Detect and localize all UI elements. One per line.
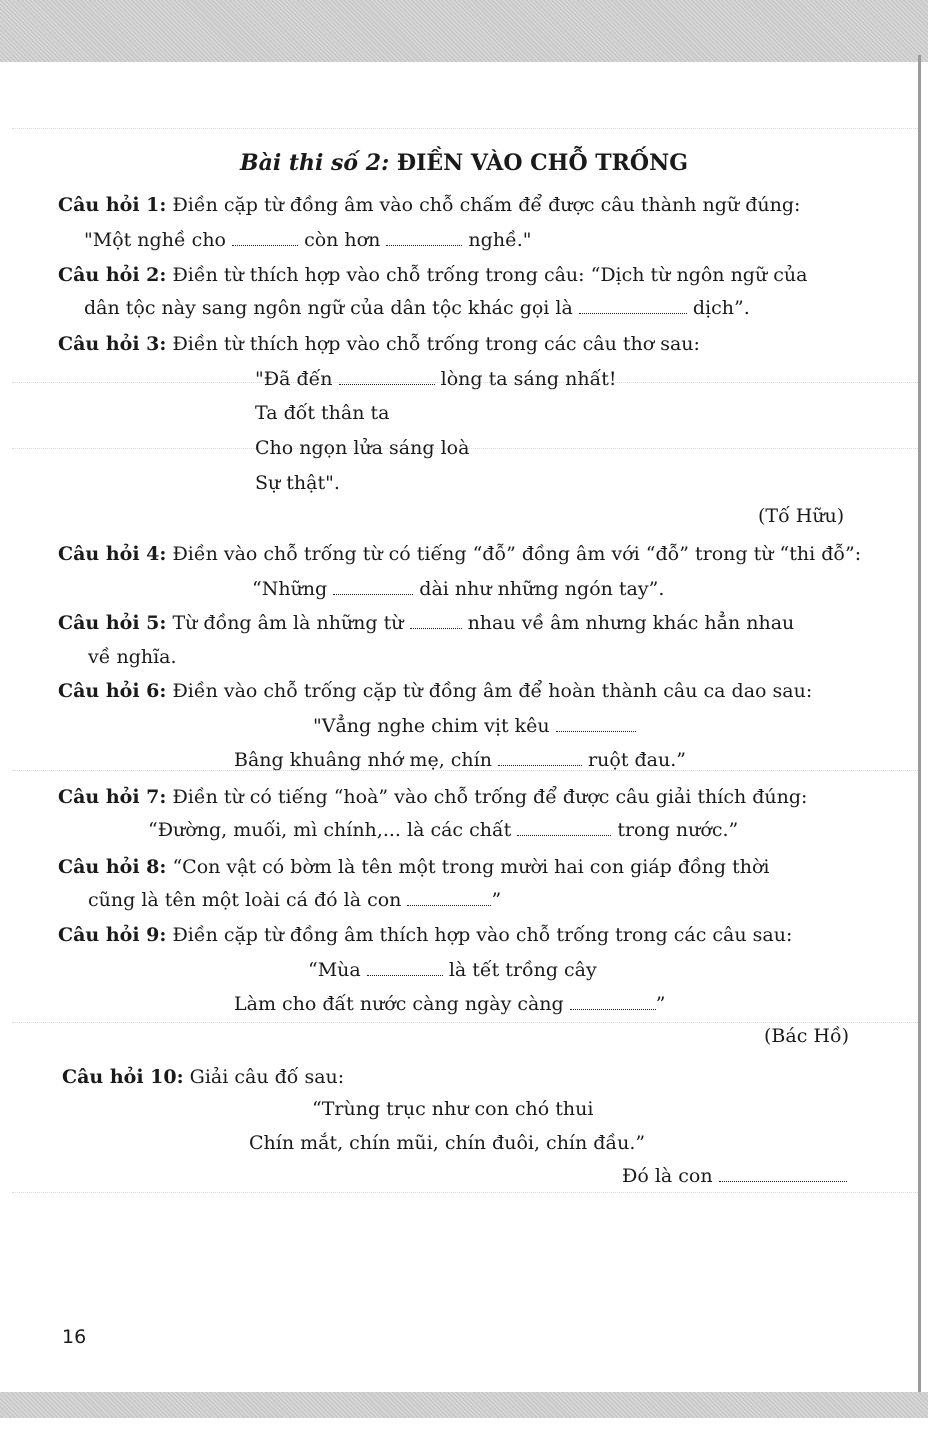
- question-7: [58, 785, 807, 809]
- question-text: Điền cặp từ đồng âm vào chỗ chấm để được câu thành ngữ đúng:: [166, 194, 801, 216]
- blank-dots: [386, 230, 462, 246]
- question-1-sentence: [84, 228, 532, 252]
- title-italic: Bài thi số 2:: [240, 150, 390, 176]
- question-7-sentence: [148, 818, 738, 842]
- question-text: Điền cặp từ đồng âm thích hợp vào chỗ trống trong các câu sau:: [166, 924, 793, 946]
- question-3: [58, 332, 700, 356]
- sentence-part: dân tộc này sang ngôn ngữ của dân tộc khác gọi là: [84, 297, 579, 319]
- riddle-line: “Trùng trục như con chó thui: [312, 1098, 594, 1120]
- blank-dots: [498, 750, 582, 766]
- question-5: [58, 611, 794, 635]
- sentence-part: Bâng khuâng nhớ mẹ, chín: [234, 749, 499, 771]
- question-5-line2: về nghĩa.: [88, 646, 177, 668]
- sentence-part: ”: [491, 889, 502, 911]
- sentence-part: ruột đau.”: [582, 749, 686, 771]
- question-text: Điền vào chỗ trống cặp từ đồng âm để hoàn thành câu ca dao sau:: [166, 680, 813, 702]
- blank-dots: [232, 230, 298, 246]
- poem-line: Sự thật".: [255, 472, 340, 494]
- question-text: Điền từ thích hợp vào chỗ trống trong câu: “Dịch từ ngôn ngữ của: [166, 264, 808, 286]
- question-label: Câu hỏi 1:: [58, 194, 167, 216]
- question-text: Điền từ thích hợp vào chỗ trống trong các câu thơ sau:: [166, 333, 700, 355]
- blank-dots: [570, 994, 656, 1010]
- question-1: [58, 193, 800, 217]
- riddle-line: Chín mắt, chín mũi, chín đuôi, chín đầu.”: [249, 1132, 646, 1154]
- bottom-shaded-band: [0, 1392, 928, 1418]
- question-text: “Con vật có bờm là tên một trong mười hai con giáp đồng thời: [166, 856, 770, 878]
- blank-dots: [579, 298, 687, 314]
- question-4: [58, 542, 861, 566]
- question-label: Câu hỏi 7:: [58, 786, 167, 808]
- question-10: [62, 1065, 344, 1089]
- question-text: Điền vào chỗ trống từ có tiếng “đỗ” đồng âm với “đỗ” trong từ “thi đỗ”:: [166, 543, 862, 565]
- question-label: Câu hỏi 10:: [62, 1066, 184, 1088]
- sentence-part: là tết trồng cây: [442, 959, 597, 981]
- sentence-part: nghề.": [462, 229, 532, 251]
- sentence-part: Đó là con: [622, 1165, 719, 1187]
- sentence-part: “Đường, muối, mì chính,... là các chất: [148, 819, 518, 841]
- page-title: [240, 151, 688, 175]
- top-shaded-band: [0, 0, 928, 62]
- author-credit: (Tố Hữu): [758, 505, 845, 527]
- verse-line: [313, 714, 636, 738]
- faint-rule: [12, 1022, 918, 1023]
- blank-dots: [407, 890, 491, 906]
- question-9: [58, 923, 792, 947]
- verse-line: [234, 748, 686, 772]
- sentence-part: Làm cho đất nước càng ngày càng: [234, 993, 570, 1015]
- question-label: Câu hỏi 3:: [58, 333, 167, 355]
- question-8: [58, 855, 770, 879]
- poem-line: Ta đốt thân ta: [255, 402, 390, 424]
- question-text: Điền từ có tiếng “hoà” vào chỗ trống để được câu giải thích đúng:: [166, 786, 808, 808]
- sentence-part: lòng ta sáng nhất!: [434, 368, 617, 390]
- blank-dots: [339, 369, 435, 385]
- riddle-answer: [622, 1164, 847, 1188]
- blank-dots: [367, 960, 443, 976]
- verse-line: [308, 958, 597, 982]
- blank-dots: [333, 579, 413, 595]
- question-label: Câu hỏi 4:: [58, 543, 167, 565]
- poem-line: [255, 367, 616, 391]
- question-label: Câu hỏi 9:: [58, 924, 167, 946]
- page-number: 16: [62, 1326, 87, 1348]
- poem-line: Cho ngọn lửa sáng loà: [255, 437, 470, 459]
- question-label: Câu hỏi 2:: [58, 264, 167, 286]
- sentence-part: “Những: [252, 578, 334, 600]
- sentence-part: dài như những ngón tay”.: [413, 578, 665, 600]
- sentence-part: trong nước.”: [611, 819, 739, 841]
- blank-dots: [517, 820, 611, 836]
- sentence-part: "Vẳng nghe chim vịt kêu: [313, 715, 556, 737]
- verse-line: [234, 992, 665, 1016]
- question-8-line2: [88, 888, 501, 912]
- question-text: Giải câu đố sau:: [183, 1066, 345, 1088]
- faint-rule: [12, 128, 918, 129]
- question-label: Câu hỏi 6:: [58, 680, 167, 702]
- sentence-part: “Mùa: [308, 959, 367, 981]
- title-rest: ĐIỀN VÀO CHỖ TRỐNG: [389, 150, 688, 176]
- question-2-line2: [84, 296, 750, 320]
- blank-dots: [556, 716, 636, 732]
- sentence-part: cũng là tên một loài cá đó là con: [88, 889, 408, 911]
- question-6: [58, 679, 812, 703]
- faint-rule: [12, 1192, 918, 1193]
- sentence-part: còn hơn: [298, 229, 387, 251]
- blank-dots: [410, 613, 462, 629]
- sentence-part: ”: [655, 993, 666, 1015]
- question-label: Câu hỏi 8:: [58, 856, 167, 878]
- page-edge-line: [918, 55, 921, 1392]
- sentence-part: "Một nghề cho: [84, 229, 233, 251]
- question-2: [58, 263, 807, 287]
- question-label: Câu hỏi 5:: [58, 612, 167, 634]
- sentence-part: dịch”.: [686, 297, 750, 319]
- sentence-part: Từ đồng âm là những từ: [166, 612, 410, 634]
- blank-dots: [719, 1166, 847, 1182]
- sentence-part: nhau về âm nhưng khác hẳn nhau: [461, 612, 795, 634]
- question-4-sentence: [252, 577, 664, 601]
- sentence-part: "Đã đến: [255, 368, 339, 390]
- author-credit: (Bác Hồ): [764, 1025, 849, 1047]
